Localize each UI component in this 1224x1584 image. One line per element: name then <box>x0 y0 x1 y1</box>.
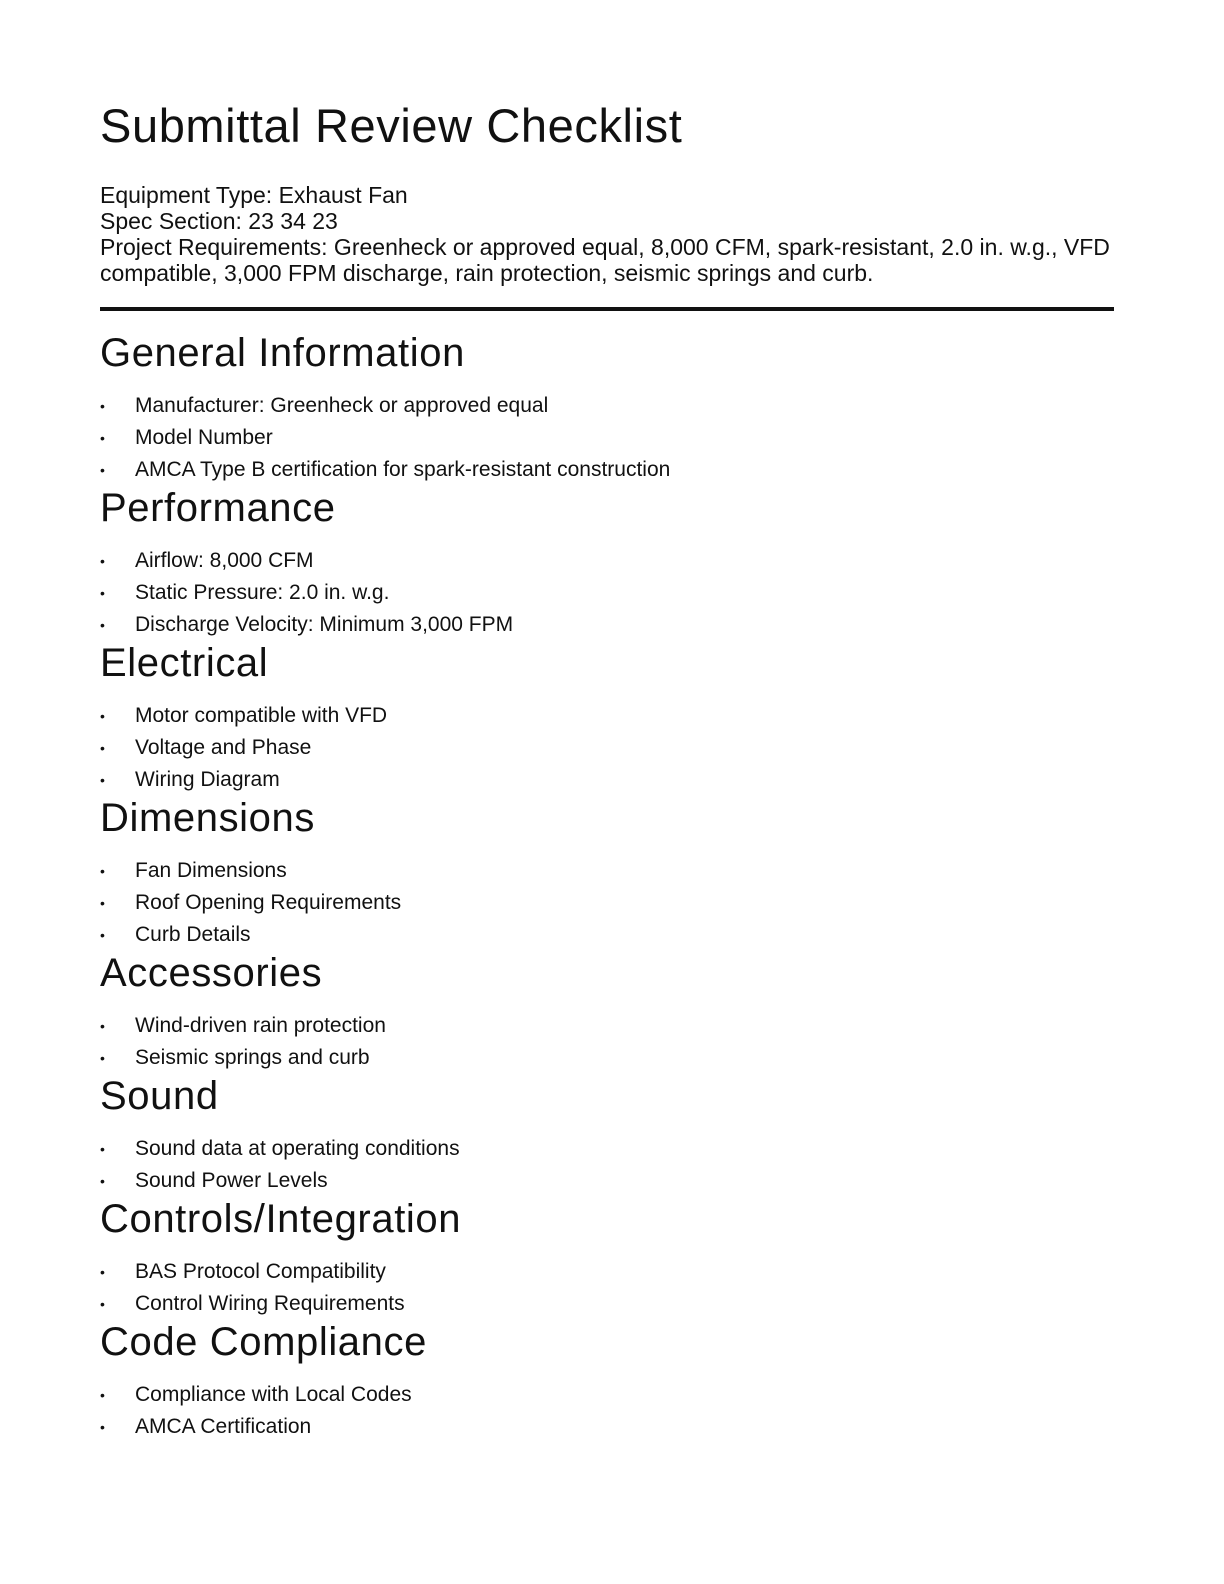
checklist <box>100 1256 1114 1320</box>
checklist <box>100 855 1114 951</box>
checklist <box>100 545 1114 641</box>
bullet-icon: • <box>100 708 105 724</box>
section-general-information <box>100 330 1114 486</box>
list-item-text: Wiring Diagram <box>135 768 280 791</box>
equipment-type: Equipment Type: Exhaust Fan <box>100 182 408 208</box>
bullet-icon: • <box>100 617 105 633</box>
list-item-text: Airflow: 8,000 CFM <box>135 549 314 572</box>
bullet-icon: • <box>100 1141 105 1157</box>
list-item <box>100 422 1114 454</box>
list-item-text: Manufacturer: Greenheck or approved equal <box>135 394 549 417</box>
bullet-icon: • <box>100 927 105 943</box>
page-title: Submittal Review Checklist <box>100 99 683 152</box>
list-item-text: Discharge Velocity: Minimum 3,000 FPM <box>135 613 514 636</box>
bullet-icon: • <box>100 462 105 478</box>
bullet-icon: • <box>100 1018 105 1034</box>
section-heading: Controls/Integration <box>100 1197 462 1241</box>
list-item <box>100 700 1114 732</box>
section-dimensions <box>100 795 1114 951</box>
list-item-text: AMCA Certification <box>135 1415 312 1438</box>
list-item <box>100 1165 1114 1197</box>
list-item-text: Sound Power Levels <box>135 1169 328 1192</box>
bullet-icon: • <box>100 895 105 911</box>
bullet-icon: • <box>100 1419 105 1435</box>
list-item <box>100 609 1114 641</box>
section-heading: Performance <box>100 486 336 530</box>
list-item-text: Curb Details <box>135 923 251 946</box>
list-item-text: Fan Dimensions <box>135 859 287 882</box>
section-heading: Sound <box>100 1074 219 1118</box>
section-heading: Dimensions <box>100 796 315 840</box>
list-item <box>100 887 1114 919</box>
section-heading: Electrical <box>100 641 269 685</box>
list-item <box>100 1010 1114 1042</box>
list-item-text: Motor compatible with VFD <box>135 704 388 727</box>
list-item <box>100 732 1114 764</box>
spec-section: Spec Section: 23 34 23 <box>100 208 338 234</box>
list-item-text: Sound data at operating conditions <box>135 1137 460 1160</box>
bullet-icon: • <box>100 1050 105 1066</box>
list-item <box>100 1411 1114 1443</box>
checklist <box>100 1133 1114 1197</box>
list-item <box>100 764 1114 796</box>
bullet-icon: • <box>100 430 105 446</box>
bullet-icon: • <box>100 1296 105 1312</box>
bullet-icon: • <box>100 772 105 788</box>
bullet-icon: • <box>100 863 105 879</box>
section-code-compliance <box>100 1319 1114 1443</box>
checklist <box>100 1379 1114 1443</box>
list-item-text: Wind-driven rain protection <box>135 1014 386 1037</box>
section-heading: Code Compliance <box>100 1320 427 1364</box>
document-meta <box>100 182 1114 286</box>
list-item-text: Model Number <box>135 426 273 449</box>
bullet-icon: • <box>100 1173 105 1189</box>
list-item <box>100 919 1114 951</box>
list-item-text: Static Pressure: 2.0 in. w.g. <box>135 581 390 604</box>
list-item <box>100 454 1114 486</box>
list-item-text: Roof Opening Requirements <box>135 891 402 914</box>
list-item <box>100 1042 1114 1074</box>
list-item <box>100 577 1114 609</box>
list-item <box>100 1379 1114 1411</box>
section-controls-integration <box>100 1196 1114 1320</box>
list-item-text: Compliance with Local Codes <box>135 1383 412 1406</box>
header-divider <box>100 307 1114 311</box>
bullet-icon: • <box>100 1387 105 1403</box>
list-item-text: Seismic springs and curb <box>135 1046 370 1069</box>
checklist <box>100 700 1114 796</box>
section-sound <box>100 1073 1114 1197</box>
list-item <box>100 1133 1114 1165</box>
checklist <box>100 390 1114 486</box>
bullet-icon: • <box>100 553 105 569</box>
list-item <box>100 1256 1114 1288</box>
bullet-icon: • <box>100 585 105 601</box>
bullet-icon: • <box>100 740 105 756</box>
section-electrical <box>100 640 1114 796</box>
project-requirements: Project Requirements: Greenheck or approved equal, 8,000 CFM, spark-resistant, 2.0 in. w.g., VFD compatible, 3,000 FPM discharge, rain protection, seismic springs and curb. <box>100 234 1110 286</box>
list-item-text: Voltage and Phase <box>135 736 312 759</box>
section-heading: Accessories <box>100 951 323 995</box>
checklist <box>100 1010 1114 1074</box>
bullet-icon: • <box>100 1264 105 1280</box>
section-heading: General Information <box>100 331 465 375</box>
list-item-text: Control Wiring Requirements <box>135 1292 405 1315</box>
list-item <box>100 855 1114 887</box>
list-item-text: BAS Protocol Compatibility <box>135 1260 386 1283</box>
list-item-text: AMCA Type B certification for spark-resistant construction <box>135 458 671 481</box>
list-item <box>100 545 1114 577</box>
bullet-icon: • <box>100 398 105 414</box>
section-accessories <box>100 950 1114 1074</box>
list-item <box>100 1288 1114 1320</box>
list-item <box>100 390 1114 422</box>
section-performance <box>100 485 1114 641</box>
